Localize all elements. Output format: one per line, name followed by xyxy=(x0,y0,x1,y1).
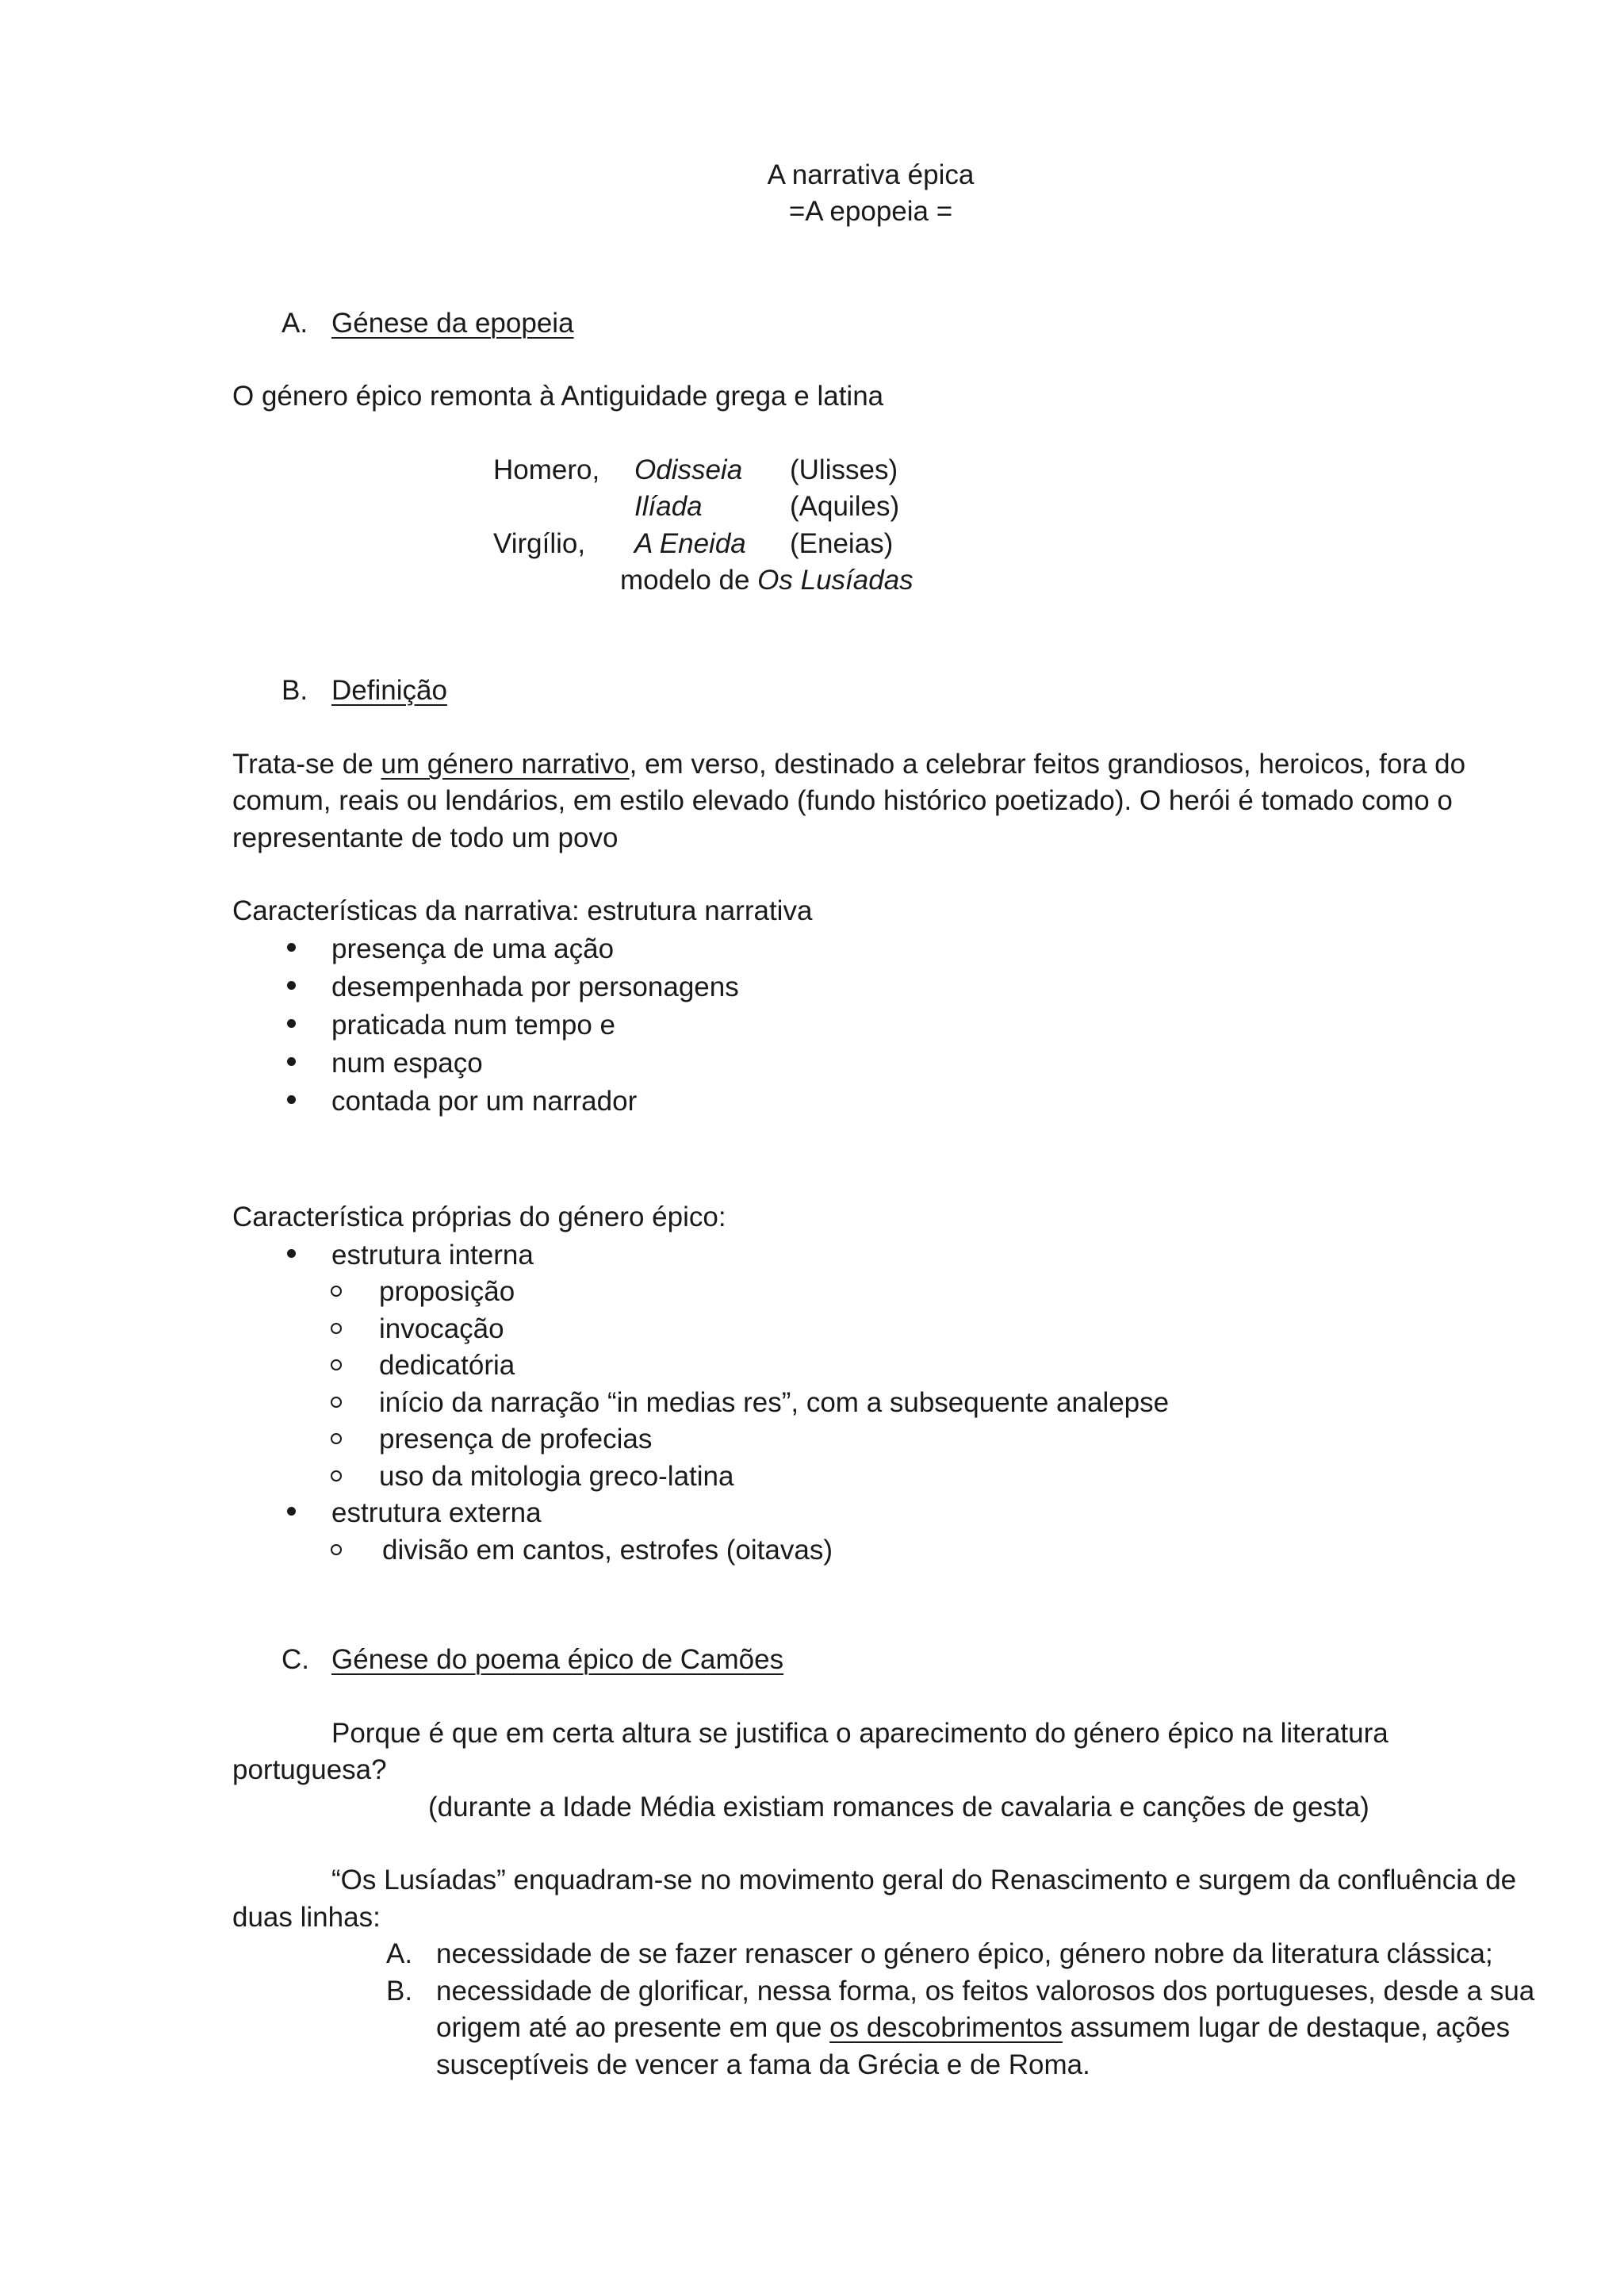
internal-structure-label: estrutura interna xyxy=(331,1240,534,1271)
definition-line-1 xyxy=(232,750,1465,778)
bullet-icon xyxy=(287,1507,296,1516)
external-item: divisão em cantos, estrofes (oitavas) xyxy=(382,1535,833,1566)
bullet-icon xyxy=(287,1095,296,1104)
section-c-heading: Génese do poema épico de Camões xyxy=(331,1644,784,1675)
narrative-characteristics-label: Características da narrativa: estrutura narrativa xyxy=(232,895,813,926)
list-a-marker: A. xyxy=(386,1938,413,1969)
bullet-icon xyxy=(287,1019,296,1028)
work-author-homero: Homero, xyxy=(493,454,600,485)
circle-bullet-icon xyxy=(331,1397,342,1408)
definition-line-3: representante de todo um povo xyxy=(232,822,619,853)
definition-line-1-pre: Trata-se de xyxy=(232,749,381,780)
internal-item: início da narração “in medias res”, com a subsequente analepse xyxy=(379,1387,1170,1418)
internal-item: dedicatória xyxy=(379,1350,515,1381)
title-line-2: =A epopeia = xyxy=(788,196,953,227)
title-line-1: A narrativa épica xyxy=(767,159,975,190)
narrative-item: praticada num tempo e xyxy=(331,1010,615,1041)
work-odisseia: Odisseia xyxy=(634,454,743,485)
section-b-heading: Definição xyxy=(331,675,447,706)
work-iliada: Ilíada xyxy=(634,491,703,522)
definition-genre-highlight: um género narrativo xyxy=(381,749,630,780)
section-a-intro: O género épico remonta à Antiguidade grega e latina xyxy=(232,381,884,412)
bullet-icon xyxy=(287,981,296,990)
section-a-marker: A. xyxy=(282,308,308,339)
narrative-item: presença de uma ação xyxy=(331,933,615,964)
section-b-marker: B. xyxy=(282,675,308,706)
definition-line-2: comum, reais ou lendários, em estilo elevado (fundo histórico poetizado). O herói é tomado como o xyxy=(232,785,1453,816)
question-note: (durante a Idade Média existiam romances de cavalaria e canções de gesta) xyxy=(428,1792,1369,1823)
internal-item: invocação xyxy=(379,1313,504,1344)
question-line-2: portuguesa? xyxy=(232,1754,387,1785)
list-b-line-2 xyxy=(436,2014,1510,2041)
work-modelo xyxy=(620,566,914,594)
bullet-icon xyxy=(287,1249,296,1258)
bullet-icon xyxy=(287,943,296,952)
list-b-line-2-post: assumem lugar de destaque, ações xyxy=(1062,2012,1511,2043)
external-structure-label: estrutura externa xyxy=(331,1497,542,1528)
work-modelo-title: Os Lusíadas xyxy=(757,565,914,596)
paragraph-line-2: duas linhas: xyxy=(232,1902,381,1933)
circle-bullet-icon xyxy=(331,1470,342,1481)
circle-bullet-icon xyxy=(331,1286,342,1297)
list-b-marker: B. xyxy=(386,1976,413,2007)
internal-item: uso da mitologia greco-latina xyxy=(379,1461,734,1492)
list-a-text: necessidade de se fazer renascer o género épico, género nobre da literatura clássica; xyxy=(436,1938,1493,1969)
bullet-icon xyxy=(287,1057,296,1066)
question-line-1: Porque é que em certa altura se justifica o aparecimento do género épico na literatura xyxy=(331,1718,1388,1749)
work-modelo-prefix: modelo de xyxy=(620,565,758,596)
list-b-line-2-pre: origem até ao presente em que xyxy=(436,2012,830,2043)
narrative-item: num espaço xyxy=(331,1048,483,1079)
circle-bullet-icon xyxy=(331,1433,342,1444)
list-b-line-1: necessidade de glorificar, nessa forma, os feitos valorosos dos portugueses, desde a sua xyxy=(436,1976,1535,2007)
epic-characteristics-label: Característica próprias do género épico: xyxy=(232,1202,726,1232)
paragraph-line-1: “Os Lusíadas” enquadram-se no movimento geral do Renascimento e surgem da confluência de xyxy=(331,1865,1517,1895)
circle-bullet-icon xyxy=(331,1323,342,1334)
section-a-heading: Génese da epopeia xyxy=(331,308,574,339)
work-hero-aquiles: (Aquiles) xyxy=(790,491,900,522)
circle-bullet-icon xyxy=(331,1359,342,1370)
circle-bullet-icon xyxy=(331,1544,342,1555)
work-author-virgilio: Virgílio, xyxy=(493,528,586,559)
narrative-item: desempenhada por personagens xyxy=(331,972,739,1002)
work-hero-ulisses: (Ulisses) xyxy=(790,454,898,485)
definition-line-1-post: , em verso, destinado a celebrar feitos grandiosos, heroicos, fora do xyxy=(629,749,1466,780)
work-hero-eneias: (Eneias) xyxy=(790,528,894,559)
list-b-line-3: susceptíveis de vencer a fama da Grécia e de Roma. xyxy=(436,2049,1090,2080)
internal-item: presença de profecias xyxy=(379,1424,653,1455)
narrative-item: contada por um narrador xyxy=(331,1086,638,1117)
section-c-marker: C. xyxy=(282,1644,309,1675)
descobrimentos-highlight: os descobrimentos xyxy=(829,2012,1063,2043)
work-eneida: A Eneida xyxy=(634,528,746,559)
internal-item: proposição xyxy=(379,1276,515,1307)
